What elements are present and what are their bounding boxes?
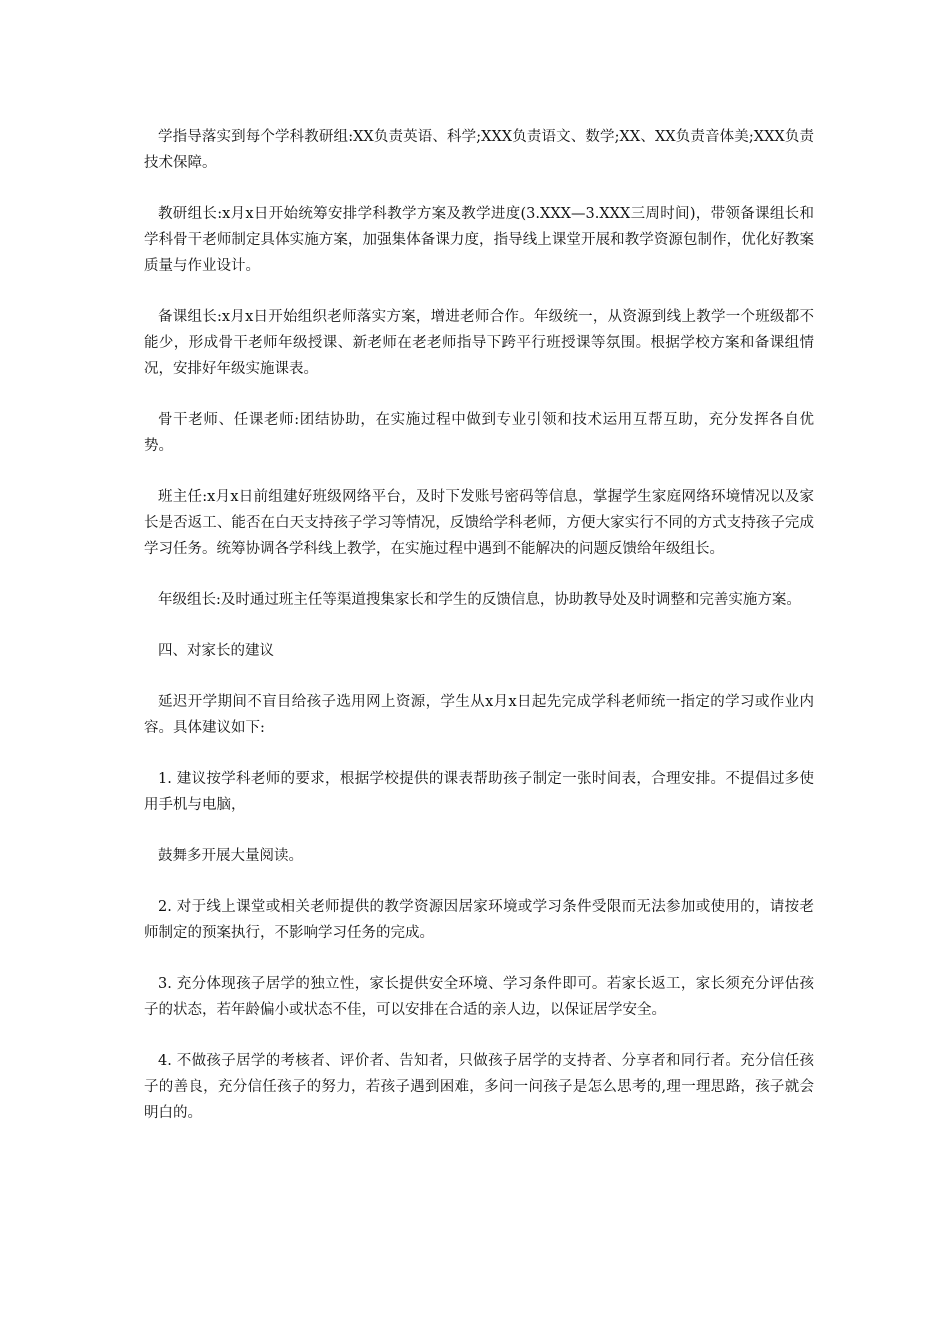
paragraph-class-teacher: 班主任:x月x日前组建好班级网络平台，及时下发账号密码等信息，掌握学生家庭网络环境情况以及家长是否返工、能否在白天支持孩子学习等情况，反馈给学科老师，方便大家实行不同的方式支持孩子完成学习任务。统筹协调各学科线上教学，在实施过程中遇到不能解决的问题反馈给年级组长。 xyxy=(144,489,814,557)
paragraph-grade-leader: 年级组长:及时通过班主任等渠道搜集家长和学生的反馈信息，协助教导处及时调整和完善实施方案。 xyxy=(158,592,801,608)
list-item-1-continued: 鼓舞多开展大量阅读。 xyxy=(158,848,303,864)
paragraph-research-leader: 教研组长:x月x日开始统筹安排学科教学方案及教学进度(3.XXX—3.XXX三周时间)，带领备课组长和学科骨干老师制定具体实施方案，加强集体备课力度，指导线上课堂开展和教学资源包制作，优化好教案质量与作业设计。 xyxy=(144,206,814,274)
list-item-3: 3. 充分体现孩子居学的独立性，家长提供安全环境、学习条件即可。若家长返工，家长须充分评估孩子的状态，若年龄偏小或状态不佳，可以安排在合适的亲人边，以保证居学安全。 xyxy=(144,976,814,1018)
paragraph-subject-assignment: 学指导落实到每个学科教研组:XX负责英语、科学;XXX负责语文、数学;XX、XX负责音体美;XXX负责技术保障。 xyxy=(144,129,814,171)
document-body xyxy=(144,124,814,1126)
paragraph-core-teachers: 骨干老师、任课老师:团结协助，在实施过程中做到专业引领和技术运用互帮互助，充分发挥各自优势。 xyxy=(144,412,814,454)
section-heading-parent-advice: 四、对家长的建议 xyxy=(158,643,274,659)
list-item-4: 4. 不做孩子居学的考核者、评价者、告知者，只做孩子居学的支持者、分享者和同行者。充分信任孩子的善良，充分信任孩子的努力，若孩子遇到困难，多问一问孩子是怎么思考的,理一理思路，孩子就会明白的。 xyxy=(144,1053,814,1121)
list-item-2: 2. 对于线上课堂或相关老师提供的教学资源因居家环境或学习条件受限而无法参加或使用的，请按老师制定的预案执行，不影响学习任务的完成。 xyxy=(144,899,814,941)
paragraph-lesson-prep-leader: 备课组长:x月x日开始组织老师落实方案，增进老师合作。年级统一，从资源到线上教学一个班级都不能少，形成骨干老师年级授课、新老师在老老师指导下跨平行班授课等氛围。根据学校方案和备课组情况，安排好年级实施课表。 xyxy=(144,309,814,377)
paragraph-parent-intro: 延迟开学期间不盲目给孩子选用网上资源，学生从x月x日起先完成学科老师统一指定的学习或作业内容。具体建议如下: xyxy=(144,694,814,736)
list-item-1: 1. 建议按学科老师的要求，根据学校提供的课表帮助孩子制定一张时间表，合理安排。不提倡过多使用手机与电脑， xyxy=(144,771,814,813)
